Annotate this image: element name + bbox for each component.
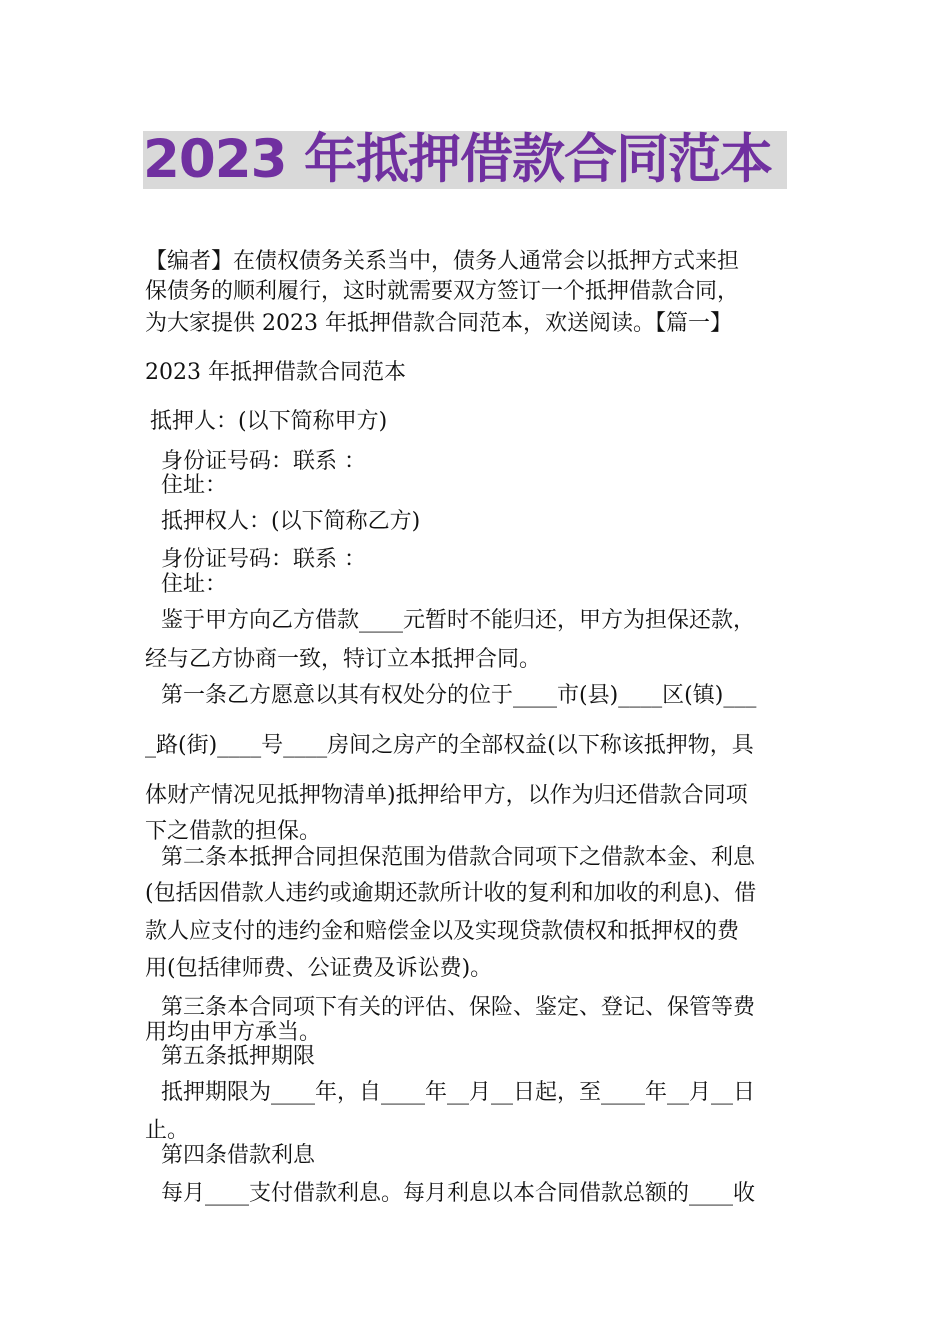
text-line: 身份证号码：联系 ：	[161, 449, 366, 474]
text-line: 体财产情况见抵押物清单)抵押给甲方，以作为归还借款合同项	[145, 783, 748, 808]
text-line: 第四条借款利息	[161, 1143, 316, 1168]
text-line: 下之借款的担保。	[145, 819, 322, 844]
text-line: (包括因借款人违约或逾期还款所计收的复利和加收的利息)、借	[145, 881, 757, 906]
text-line: 身份证号码：联系 ：	[161, 547, 366, 572]
text-line: 每月____支付借款利息。每月利息以本合同借款总额的____收	[161, 1181, 756, 1206]
text-line: 经与乙方协商一致，特订立本抵押合同。	[145, 647, 542, 672]
text-line: 住址：	[161, 572, 228, 597]
text-line: 住址：	[161, 473, 228, 498]
text-line: 用均由甲方承当。	[145, 1020, 322, 1045]
title-highlight	[143, 131, 787, 189]
text-line: 第一条乙方愿意以其有权处分的位于____市(县)____区(镇)___	[161, 683, 757, 708]
text-line: 用(包括律师费、公证费及诉讼费)。	[145, 956, 493, 981]
text-line: 抵押权人：(以下简称乙方)	[161, 509, 421, 534]
text-line: 第三条本合同项下有关的评估、保险、鉴定、登记、保管等费	[161, 995, 756, 1020]
text-line: 止。	[145, 1118, 190, 1143]
text-line: 鉴于甲方向乙方借款____元暂时不能归还，甲方为担保还款，	[161, 608, 756, 633]
text-line: 款人应支付的违约金和赔偿金以及实现贷款债权和抵押权的费	[145, 919, 740, 944]
text-line: 抵押期限为____年，自____年__月__日起，至____年__月__日	[161, 1080, 756, 1105]
text-line: _路(街)____号____房间之房产的全部权益(以下称该抵押物，具	[145, 733, 754, 758]
text-line: 2023 年抵押借款合同范本	[145, 360, 406, 385]
text-line: 第五条抵押期限	[161, 1044, 316, 1069]
document-title: 2023 年抵押借款合同范本	[143, 129, 772, 190]
text-line: 【编者】在债权债务关系当中，债务人通常会以抵押方式来担	[145, 249, 740, 274]
text-line: 为大家提供 2023 年抵押借款合同范本，欢送阅读。【篇一】	[145, 311, 732, 336]
text-line: 保债务的顺利履行，这时就需要双方签订一个抵押借款合同，	[145, 279, 740, 304]
text-line: 抵押人：(以下简称甲方)	[150, 409, 388, 434]
text-line: 第二条本抵押合同担保范围为借款合同项下之借款本金、利息	[161, 845, 756, 870]
